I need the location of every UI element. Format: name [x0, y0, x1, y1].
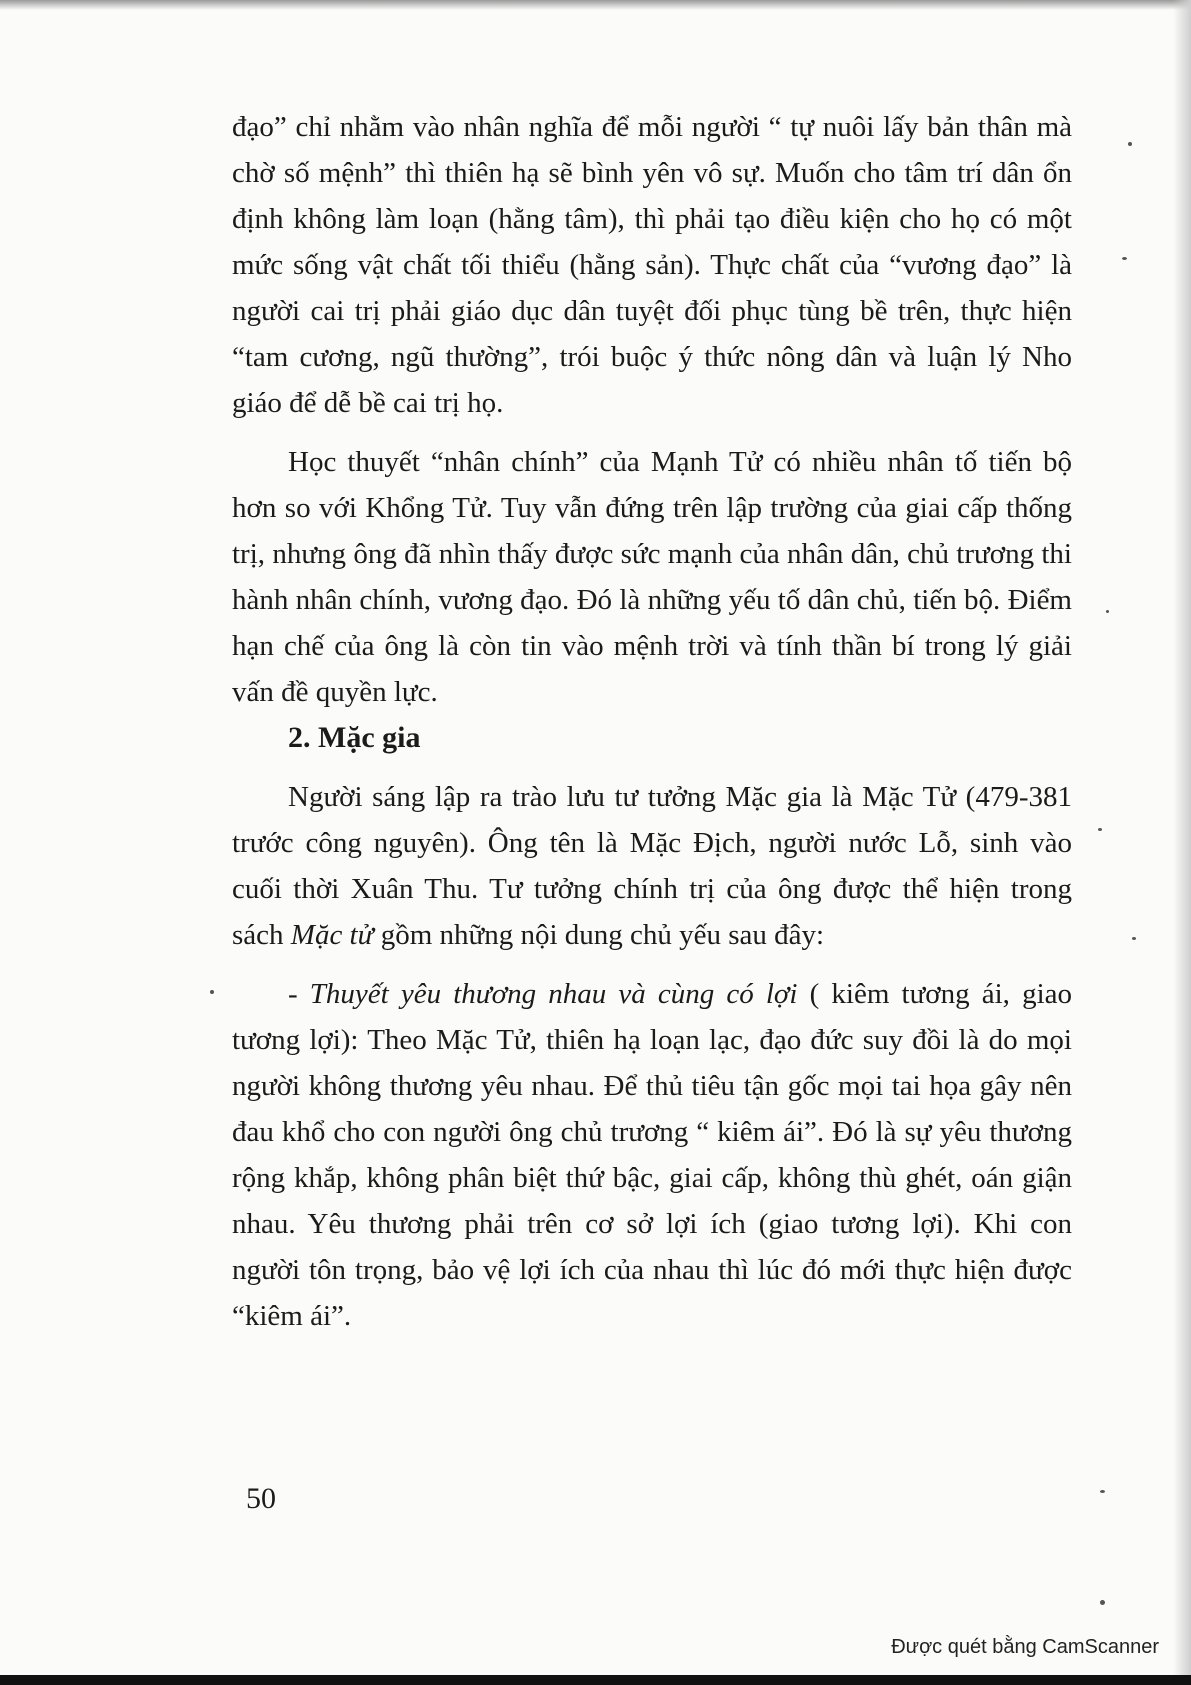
- scan-bottom-edge: [0, 1675, 1191, 1685]
- paragraph-3-text-before: Người sáng lập ra trào lưu tư tưởng Mặc gia là Mặc Tử (479-381 trước công nguyên). Ông tên là Mặc Địch, người nước Lỗ, sinh vào cuối thời Xuân Thu. Tư tưởng chính trị của ông được thể hiện trong sách: [232, 781, 1072, 951]
- scan-right-shadow: [1173, 0, 1191, 1685]
- scan-speck: [1106, 610, 1109, 613]
- scan-speck: [1122, 257, 1127, 260]
- paragraph-4-text: ( kiêm tương ái, giao tương lợi): Theo Mặc Tử, thiên hạ loạn lạc, đạo đức suy đồi là do mọi người không thương yêu nhau. Để thủ tiêu tận gốc mọi tai họa gây nên đau khổ cho con người ông chủ trương “ kiêm ái”. Đó là sự yêu thương rộng khắp, không phân biệt thứ bậc, giai cấp, không thù ghét, oán giận nhau. Yêu thương phải trên cơ sở lợi ích (giao tương lợi). Khi con người tôn trọng, bảo vệ lợi ích của nhau thì lúc đó mới thực hiện được “kiêm ái”.: [232, 978, 1072, 1332]
- body-text: [232, 104, 1072, 1339]
- scan-speck: [1100, 1490, 1105, 1493]
- paragraph-4: [232, 971, 1072, 1339]
- scan-speck: [1132, 937, 1136, 940]
- scanner-watermark: Được quét bằng CamScanner: [891, 1636, 1159, 1658]
- paragraph-3-book-title: Mặc tử: [290, 919, 374, 951]
- scan-speck: [1098, 828, 1102, 831]
- paragraph-1: đạo” chỉ nhằm vào nhân nghĩa để mỗi người “ tự nuôi lấy bản thân mà chờ số mệnh” thì thiên hạ sẽ bình yên vô sự. Muốn cho tâm trí dân ổn định không làm loạn (hằng tâm), thì phải tạo điều kiện cho họ có một mức sống vật chất tối thiểu (hằng sản). Thực chất của “vương đạo” là người cai trị phải giáo dục dân tuyệt đối phục tùng bề trên, thực hiện “tam cương, ngũ thường”, trói buộc ý thức nông dân và luận lý Nho giáo để dễ bề cai trị họ.: [232, 111, 1072, 419]
- scan-speck: [1100, 1600, 1105, 1605]
- page-number: 50: [246, 1482, 276, 1515]
- paragraph-2: Học thuyết “nhân chính” của Mạnh Tử có nhiều nhân tố tiến bộ hơn so với Khổng Tử. Tuy vẫn đứng trên lập trường của giai cấp thống trị, nhưng ông đã nhìn thấy được sức mạnh của nhân dân, chủ trương thi hành nhân chính, vương đạo. Đó là những yếu tố dân chủ, tiến bộ. Điểm hạn chế của ông là còn tin vào mệnh trời và tính thần bí trong lý giải vấn đề quyền lực.: [232, 446, 1072, 708]
- paragraph-3: [232, 774, 1072, 958]
- scan-speck: [210, 990, 214, 994]
- paragraph-4-lead: - Thuyết yêu thương nhau và cùng có lợi: [288, 978, 798, 1010]
- scan-speck: [1128, 142, 1132, 146]
- scan-top-shadow: [0, 0, 1191, 10]
- section-heading: 2. Mặc gia: [288, 721, 421, 754]
- paragraph-3-text-after: gồm những nội dung chủ yếu sau đây:: [373, 919, 825, 951]
